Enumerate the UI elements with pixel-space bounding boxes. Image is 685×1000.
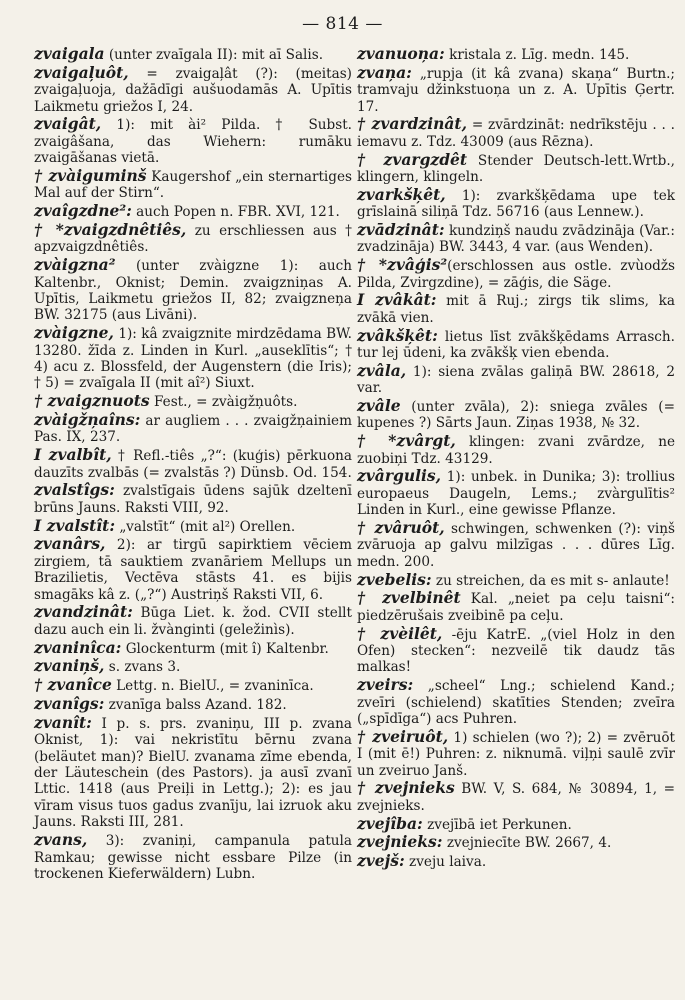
entry-text: BW. V, S. 684, № 30894, 1, = zvejnieks.: [357, 781, 675, 814]
entry-headword: zvâla,: [357, 360, 407, 380]
entry-headword: zvaigala: [34, 44, 105, 63]
dictionary-entry: [357, 853, 675, 870]
entry-text: Stender Deutsch-lett.Wrtb., klingern, klingeln.: [357, 152, 675, 186]
entry-headword: zvaņa:: [357, 62, 412, 82]
page-number: — 814 —: [302, 14, 383, 34]
entry-text: (erschlossen aus ostle. zvùodžs Pilda, Zvirgzdine), = zāģis, die Säge.: [357, 258, 676, 291]
dictionary-entry: [357, 116, 675, 150]
entry-text: -ēju KatrE. „(viel Holz in den Ofen) stecken“: nezveilē tik daudz tās malkas!: [357, 626, 675, 676]
dictionary-entry: [34, 832, 352, 882]
entry-headword: zvaîgzdne²:: [34, 201, 132, 221]
dictionary-entry: [357, 184, 675, 221]
entry-headword: zvebelis:: [357, 569, 432, 589]
entry-headword: I zvalstît:: [34, 515, 116, 535]
dictionary-entry: [34, 222, 352, 256]
dictionary-entry: [34, 168, 352, 202]
entry-text: (unter zvaīgala II): mit aī Salis.: [104, 47, 324, 63]
entry-text: lietus līst zvākšķēdams Arrasch. tur lej ūdeni, ka zvākšķ vien ebenda.: [357, 328, 675, 362]
entry-text: Būga Liet. k. žod. CVII stellt dazu auch ein li. žvànginti (geležinìs).: [34, 605, 352, 638]
dictionary-entry: [34, 412, 352, 446]
entry-headword: † *zvârgt,: [357, 431, 456, 451]
dictionary-entry: [34, 536, 352, 603]
dictionary-entry: [34, 604, 352, 638]
entry-headword: zvaninîca:: [34, 637, 122, 657]
dictionary-entry: [357, 62, 675, 115]
entry-text: 1): mit ài² Pilda. † Subst. zvaigâšana, das Wiehern: rumāku zvaigāšanas vietā.: [34, 117, 352, 167]
entry-headword: zvanîgs:: [34, 694, 105, 714]
entry-headword: zvejš:: [357, 851, 405, 871]
dictionary-entry: [357, 398, 675, 432]
entry-text: 1): zvarkšķēdama upe tek grīslainā siliņā Tdz. 56716 (aus Lennew.).: [357, 187, 675, 221]
dictionary-entry: [357, 813, 675, 833]
dictionary-entry: [357, 623, 675, 676]
entry-text: = zvaigaļât (?): (meitas) zvaigaļuoja, dažādīgi aušuodamās A. Upītis Laikmetu griežos I, 24.: [34, 65, 352, 115]
entry-headword: † *zvâģis²: [357, 255, 448, 275]
entry-headword: zvanârs,: [34, 534, 106, 554]
entry-text: zvejībā iet Perkunen.: [422, 816, 572, 833]
dictionary-entry: [34, 677, 352, 694]
right-column: [357, 46, 675, 872]
dictionary-entry: [34, 116, 352, 166]
entry-text: kristala z. Līg. medn. 145.: [444, 47, 630, 63]
dictionary-entry: [357, 149, 675, 186]
entry-text: kundziņš naudu zvādzināja (Var.: zvadzināja) BW. 3443, 4 var. (aus Wenden).: [357, 223, 675, 256]
dictionary-entry: [34, 515, 352, 535]
dictionary-entry: [357, 834, 675, 851]
entry-headword: † zveiruôt,: [357, 726, 449, 746]
entry-headword: zvâkšķêt:: [357, 325, 438, 345]
dictionary-entry: [34, 325, 352, 392]
dictionary-entry: [357, 468, 675, 518]
entry-text: 1): siena zvālas galiņā BW. 28618, 2 var.: [357, 363, 675, 397]
entry-headword: I zvâkât:: [357, 290, 437, 310]
dictionary-entry: [357, 360, 675, 397]
entry-text: 1): kâ zvaigznite mirdzēdama BW. 13280. žīda z. Linden in Kurl. „auseklītis“; † 4) acu z. Blossfeld, der Augenstern (die Iris); † 5) = zvaīgala II (mit aî²) Siuxt.: [34, 326, 352, 392]
entry-text: auch Popen n. FBR. XVI, 121.: [131, 204, 340, 221]
entry-headword: zvanuoņa:: [357, 44, 445, 63]
dictionary-entry: [34, 257, 352, 324]
entry-text: Lettg. n. BielU., = zvaninīca.: [111, 678, 314, 695]
entry-headword: zvalstîgs:: [34, 480, 115, 500]
entry-text: „rupja (it kâ zvana) skaņa“ Burtn.; tramvaju džinkstuoņa un z. A. Upītis Ģertr. 17.: [357, 65, 675, 115]
dictionary-entry: [34, 62, 352, 115]
dictionary-entry: [34, 46, 352, 63]
dictionary-entry: [357, 590, 675, 624]
entry-headword: zvādzinât:: [357, 220, 445, 240]
entry-text: „valstīt“ (mit al²) Orellen.: [115, 518, 296, 535]
entry-text: schwingen, schwenken (?): viņš zvāruoja ap galvu milzīgas . . . dūres Līg. medn. 200.: [357, 521, 675, 570]
dictionary-entry: [357, 433, 675, 467]
entry-headword: zvaniņš,: [34, 656, 105, 676]
entry-headword: zveirs:: [357, 675, 414, 695]
entry-text: mit ā Ruj.; zirgs tik slims, ka zvākā vien.: [357, 293, 676, 326]
entry-headword: zvàigzne,: [34, 323, 114, 343]
entry-text: 1): unbek. in Dunika; 3): trollius europaeus Daugeln, Lems.; zvàrgulītis² Linden in Kurl., eine gewisse Pflanze.: [357, 469, 675, 519]
dictionary-entry: [34, 637, 352, 657]
entry-headword: zvanît:: [34, 712, 92, 732]
dictionary-entry: [34, 393, 352, 410]
entry-text: Fest., = zvàigžņuôts.: [149, 394, 298, 411]
dictionary-entry: [357, 569, 675, 589]
entry-headword: zvàigzna²: [34, 255, 116, 275]
dictionary-entry: [34, 696, 352, 713]
entry-text: s. zvans 3.: [104, 659, 181, 676]
dictionary-entry: [34, 712, 352, 831]
dictionary-entry: [357, 257, 675, 291]
entry-headword: zvaigât,: [34, 114, 102, 134]
entry-text: Kal. „neiet pa ceļu taisni“: piedzērušais zveibinē pa ceļu.: [357, 591, 676, 624]
entry-text: zvanīga balss Azand. 182.: [104, 697, 287, 714]
entry-text: (unter zvàigzne 1): auch Kaltenbr., Oknist; Demin. zvaigzniņas A. Upītis, Laikmetu griežos II, 82; zvaigzneņa BW. 32175 (aus Livāni).: [34, 258, 352, 324]
entry-text: zu streichen, da es mit s- anlaute!: [431, 572, 670, 589]
entry-text: Glockenturm (mit î) Kaltenbr.: [121, 640, 329, 657]
dictionary-entry: [34, 482, 352, 516]
entry-text: ar augliem . . . zvaigžņainiem Pas. IX, 237.: [34, 413, 352, 446]
dictionary-entry: [357, 292, 675, 326]
entry-headword: zvandzinât:: [34, 602, 133, 622]
entry-headword: zvâle: [357, 396, 401, 416]
dictionary-entry: [357, 780, 675, 814]
entry-headword: † zvaigznuots: [34, 391, 150, 411]
entry-text: zvalstīgais ūdens sajūk dzeltenī brūns Jauns. Raksti VIII, 92.: [34, 483, 352, 516]
dictionary-entry: [357, 325, 675, 362]
entry-text: „scheel“ Lng.; schielend Kand.; zveīri (schielend) skatīties Stenden; zveīra („spīdīga“) acs Puhren.: [357, 678, 675, 728]
entry-headword: zvaigaļuôt,: [34, 62, 129, 82]
entry-headword: † zvargzdêt: [357, 149, 468, 169]
dictionary-entry: [357, 222, 675, 256]
entry-headword: zvejnieks:: [357, 832, 443, 852]
entry-text: zveju laiva.: [404, 854, 487, 871]
entry-text: † Refl.-tiês „?“: (kuģis) pērkuona dauzīts zvalbās (= zvalstās ?) Dünsb. Od. 154.: [34, 448, 353, 481]
entry-headword: zvans,: [34, 830, 88, 850]
entry-headword: I zvalbît,: [34, 445, 112, 465]
entry-headword: † zvejnieks: [357, 778, 455, 798]
entry-headword: † zvèilêt,: [357, 623, 443, 643]
entry-text: = zvārdzināt: nedrīkstēju . . . iemavu z. Tdz. 43009 (aus Rēzna).: [357, 117, 675, 150]
dictionary-entry: [34, 658, 352, 675]
entry-headword: † zvanîce: [34, 675, 112, 695]
entry-text: zu erschliessen aus † apzvaigzdnêtiês.: [34, 223, 352, 256]
entry-text: zvejniecīte BW. 2667, 4.: [442, 835, 612, 852]
entry-text: (unter zvāla), 2): sniega zvāles (= kupenes ?) Sārts Jaun. Ziņas 1938, № 32.: [357, 399, 675, 432]
entry-headword: † zvàiguminš: [34, 166, 147, 186]
dictionary-entry: [357, 520, 675, 570]
dictionary-entry: [34, 203, 352, 220]
entry-headword: † *zvaigzdnêtiês,: [34, 220, 187, 240]
entry-text: Kaugershof „ein sternartiges Mal auf der Stirn“.: [34, 169, 352, 202]
entry-text: 2): ar tirgū sapirktiem vēciem zirgiem, tā sauktiem zvanāriem Mellups un Brazilietis, Vectēva stāsts 41. es bijis smagāks kâ z. („?“) Austriņš Raksti VII, 6.: [34, 537, 352, 603]
dictionary-entry: [357, 677, 675, 727]
entry-text: 1) schielen (wo ?); 2) = zvēruōt I (mit ē!) Puhren: z. niknumā. viļņi saulē zvīr un zveiruo Janš.: [357, 729, 676, 779]
entry-headword: † zvâruôt,: [357, 518, 445, 538]
entry-headword: † zvelbinêt: [357, 588, 461, 608]
entry-text: 3): zvaniņi, campanula patula Ramkau; gewisse nicht essbare Pilze (in trockenen Kieferwäldern) Lubn.: [34, 833, 352, 882]
dictionary-entry: [357, 726, 676, 779]
dictionary-entry: [357, 46, 675, 63]
dictionary-entry: [34, 447, 352, 481]
entry-headword: zvarkšķêt,: [357, 184, 446, 204]
entry-headword: zvârgulis,: [357, 466, 442, 486]
entry-headword: zvejîba:: [357, 813, 423, 833]
entry-text: klingen: zvani zvārdze, ne zuobiņi Tdz. 43129.: [357, 434, 675, 467]
entry-text: I p. s. prs. zvaniņu, III p. zvana Oknist, 1): vai nekristītu bērnu zvana (beläutet man)? BielU. zvanama zīme ebenda, der Läuteschein (des Pastors). ja ausī zvanī Lttic. 1418 (aus Preiļi in Lettg.); 2): es jau vīram visus tuos gadus zvanīju, lai izruok aku Jauns. Raksti III, 281.: [34, 715, 352, 831]
left-column: [34, 46, 352, 884]
entry-headword: † zvardzinât,: [357, 114, 467, 134]
entry-headword: zvàigžņaîns:: [34, 410, 141, 430]
